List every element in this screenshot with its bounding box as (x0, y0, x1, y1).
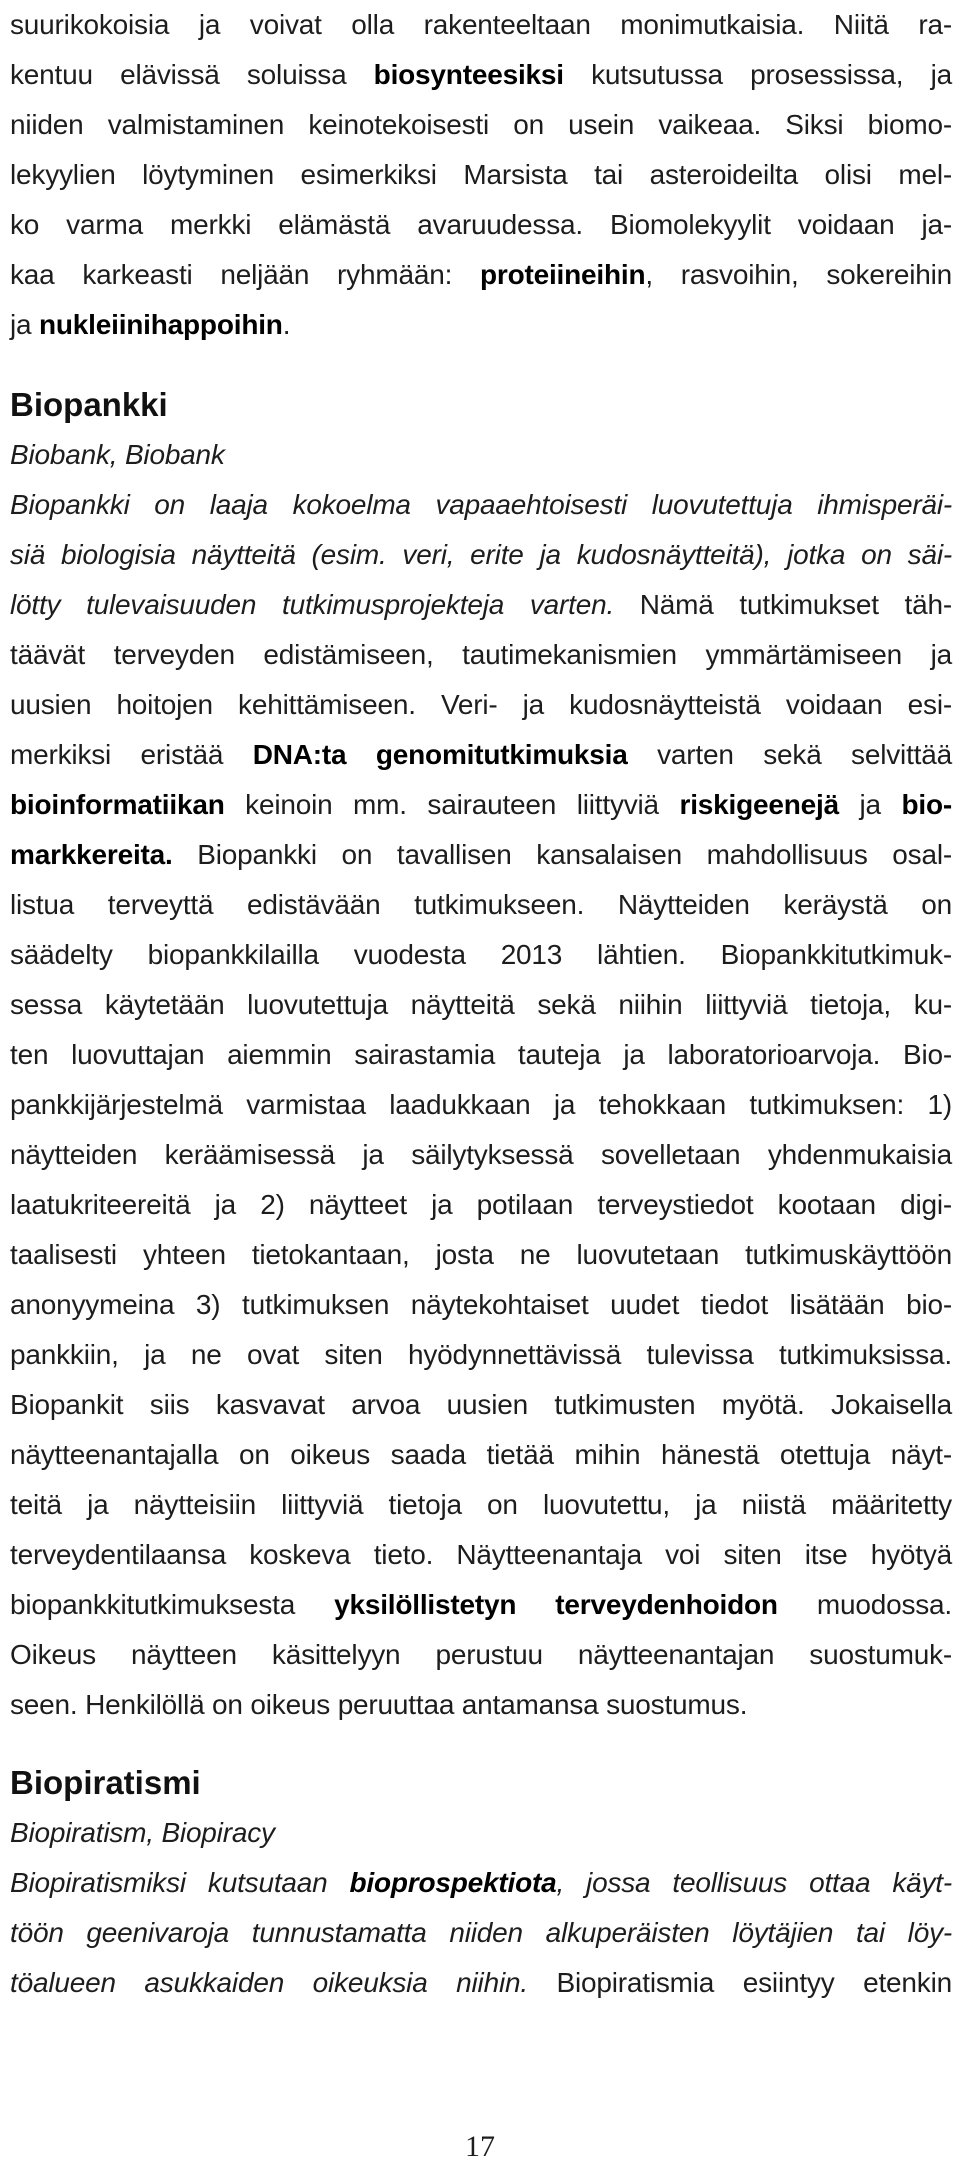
text-line: seen. Henkilöllä on oikeus peruuttaa antamansa suostumus. (10, 1689, 748, 1720)
term-dna-genomitutkimus: DNA:ta genomitutkimuksia (252, 739, 628, 770)
text-line: ko varma merkki elämästä avaruudessa. Biomolekyylit voidaan ja- (10, 209, 952, 240)
text-line: niiden valmistaminen keinotekoisesti on usein vaikeaa. Siksi biomo- (10, 109, 952, 140)
text-span: lötty tulevaisuuden tutkimusprojekteja varten. (10, 589, 615, 620)
text-span: kutsutussa prosessissa, ja (563, 59, 952, 90)
term-biomarkkeri: markkereita. (10, 839, 173, 870)
text-span: . (282, 309, 291, 340)
text-line: terveydentilaansa koskeva tieto. Näytteenantaja voi siten itse hyötyä (10, 1539, 952, 1570)
text-line: taalisesti yhteen tietokantaan, josta ne luovutetaan tutkimuskäyttöön (10, 1239, 952, 1270)
text-span: ja (838, 789, 902, 820)
text-span: kaa karkeasti neljään ryhmään: (10, 259, 480, 290)
document-page (10, 0, 952, 2008)
text-line (10, 830, 952, 880)
section-heading: Biopiratismi (10, 1764, 201, 1801)
text-line (10, 780, 952, 830)
text-span: Biopiratismiksi kutsutaan (10, 1867, 350, 1898)
text-line (10, 1958, 952, 2008)
section-biopankki (10, 380, 952, 1730)
section-spacer (10, 350, 952, 380)
text-line: näytteenantajalla on oikeus saada tietää mihin hänestä otettuja näyt- (10, 1439, 952, 1470)
text-line: näytteiden keräämisessä ja säilytyksessä sovelletaan yhdenmukaisia (10, 1139, 952, 1170)
text-span: varten sekä selvittää (627, 739, 952, 770)
text-span: ja (10, 309, 39, 340)
text-span: biopankkitutkimuksesta (10, 1589, 335, 1620)
text-line: säädelty biopankkilailla vuodesta 2013 lähtien. Biopankkitutkimuk- (10, 939, 952, 970)
term-bioinformatiikka: bioinformatiikan (10, 789, 225, 820)
text-line (10, 1858, 952, 1908)
text-span: uusien hoitojen kehittämiseen. (10, 689, 416, 720)
term-proteiini: proteiineihin (479, 259, 646, 290)
text-line: täävät terveyden edistämiseen, tautimekanismien ymmärtämiseen ja (10, 639, 952, 670)
text-line: teitä ja näytteisiin liittyviä tietoja on luovutettu, ja niistä määritetty (10, 1489, 952, 1520)
text-line (10, 730, 952, 780)
text-line (10, 300, 952, 350)
text-span: merkiksi eristää (10, 739, 253, 770)
term-yksilollistetty-terveydenhoito: yksilöllistetyn terveydenhoidon (334, 1589, 778, 1620)
text-line (10, 250, 952, 300)
term-riskigeeni: riskigeenejä (679, 789, 839, 820)
text-span: Biopankki on tavallisen kansalaisen mahdollisuus osal- (172, 839, 952, 870)
text-line (10, 50, 952, 100)
term-biomarkkeri: bio- (901, 789, 952, 820)
text-line: Biopankit siis kasvavat arvoa uusien tutkimusten myötä. Jokaisella (10, 1389, 952, 1420)
page-number: 17 (465, 2130, 495, 2163)
term-biosynteesi: biosynteesiksi (373, 59, 564, 90)
text-line: sessa käytetään luovutettuja näytteitä sekä niihin liittyviä tietoja, ku- (10, 989, 952, 1020)
text-line: Oikeus näytteen käsittelyyn perustuu näytteenantajan suostumuk- (10, 1639, 952, 1670)
text-span: Veri- ja kudosnäytteistä voidaan esi- (440, 689, 952, 720)
text-line: siä biologisia näytteitä (esim. veri, erite ja kudosnäytteitä), jotka on säi- (10, 539, 952, 570)
text-line: pankkijärjestelmä varmistaa laadukkaan ja tehokkaan tutkimuksen: 1) (10, 1089, 952, 1120)
text-line: ten luovuttajan aiemmin sairastamia tauteja ja laboratorioarvoja. Bio- (10, 1039, 952, 1070)
text-line (10, 580, 952, 630)
text-span: muodossa. (777, 1589, 952, 1620)
text-line: töön geenivaroja tunnustamatta niiden alkuperäisten löytäjien tai löy- (10, 1917, 952, 1948)
text-span: Biopiratismia esiintyy etenkin (527, 1967, 952, 1998)
text-span: , jossa teollisuus ottaa käyt- (556, 1867, 952, 1898)
term-nukleiinihappo: nukleiinihappoihin (38, 309, 283, 340)
text-line: anonyymeina 3) tutkimuksen näytekohtaiset uudet tiedot lisätään bio- (10, 1289, 952, 1320)
section-spacer (10, 1730, 952, 1758)
text-line: lekyylien löytyminen esimerkiksi Marsista tai asteroideilta olisi mel- (10, 159, 952, 190)
section-translations: Biobank, Biobank (10, 439, 225, 470)
text-span: Nämä tutkimukset täh- (639, 589, 952, 620)
section-biopiratismi (10, 1758, 952, 2008)
text-line (10, 680, 952, 730)
text-span: keinoin mm. sairauteen liittyviä (224, 789, 680, 820)
text-line: pankkiin, ja ne ovat siten hyödynnettävissä tulevissa tutkimuksissa. (10, 1339, 952, 1370)
section-heading: Biopankki (10, 386, 168, 423)
intro-paragraph (10, 0, 952, 350)
text-span: , rasvoihin, sokereihin (645, 259, 952, 290)
text-line: laatukriteereitä ja 2) näytteet ja potilaan terveystiedot kootaan digi- (10, 1189, 952, 1220)
section-translations: Biopiratism, Biopiracy (10, 1817, 275, 1848)
text-line (10, 1580, 952, 1630)
text-line: listua terveyttä edistävään tutkimukseen. Näytteiden keräystä on (10, 889, 952, 920)
text-line: Biopankki on laaja kokoelma vapaaehtoisesti luovutettuja ihmisperäi- (10, 489, 952, 520)
term-bioprospektio: bioprospektiota (349, 1867, 557, 1898)
text-span: töalueen asukkaiden oikeuksia niihin. (10, 1967, 528, 1998)
text-line: suurikokoisia ja voivat olla rakenteeltaan monimutkaisia. Niitä ra- (10, 9, 952, 40)
text-span: kentuu elävissä soluissa (10, 59, 374, 90)
